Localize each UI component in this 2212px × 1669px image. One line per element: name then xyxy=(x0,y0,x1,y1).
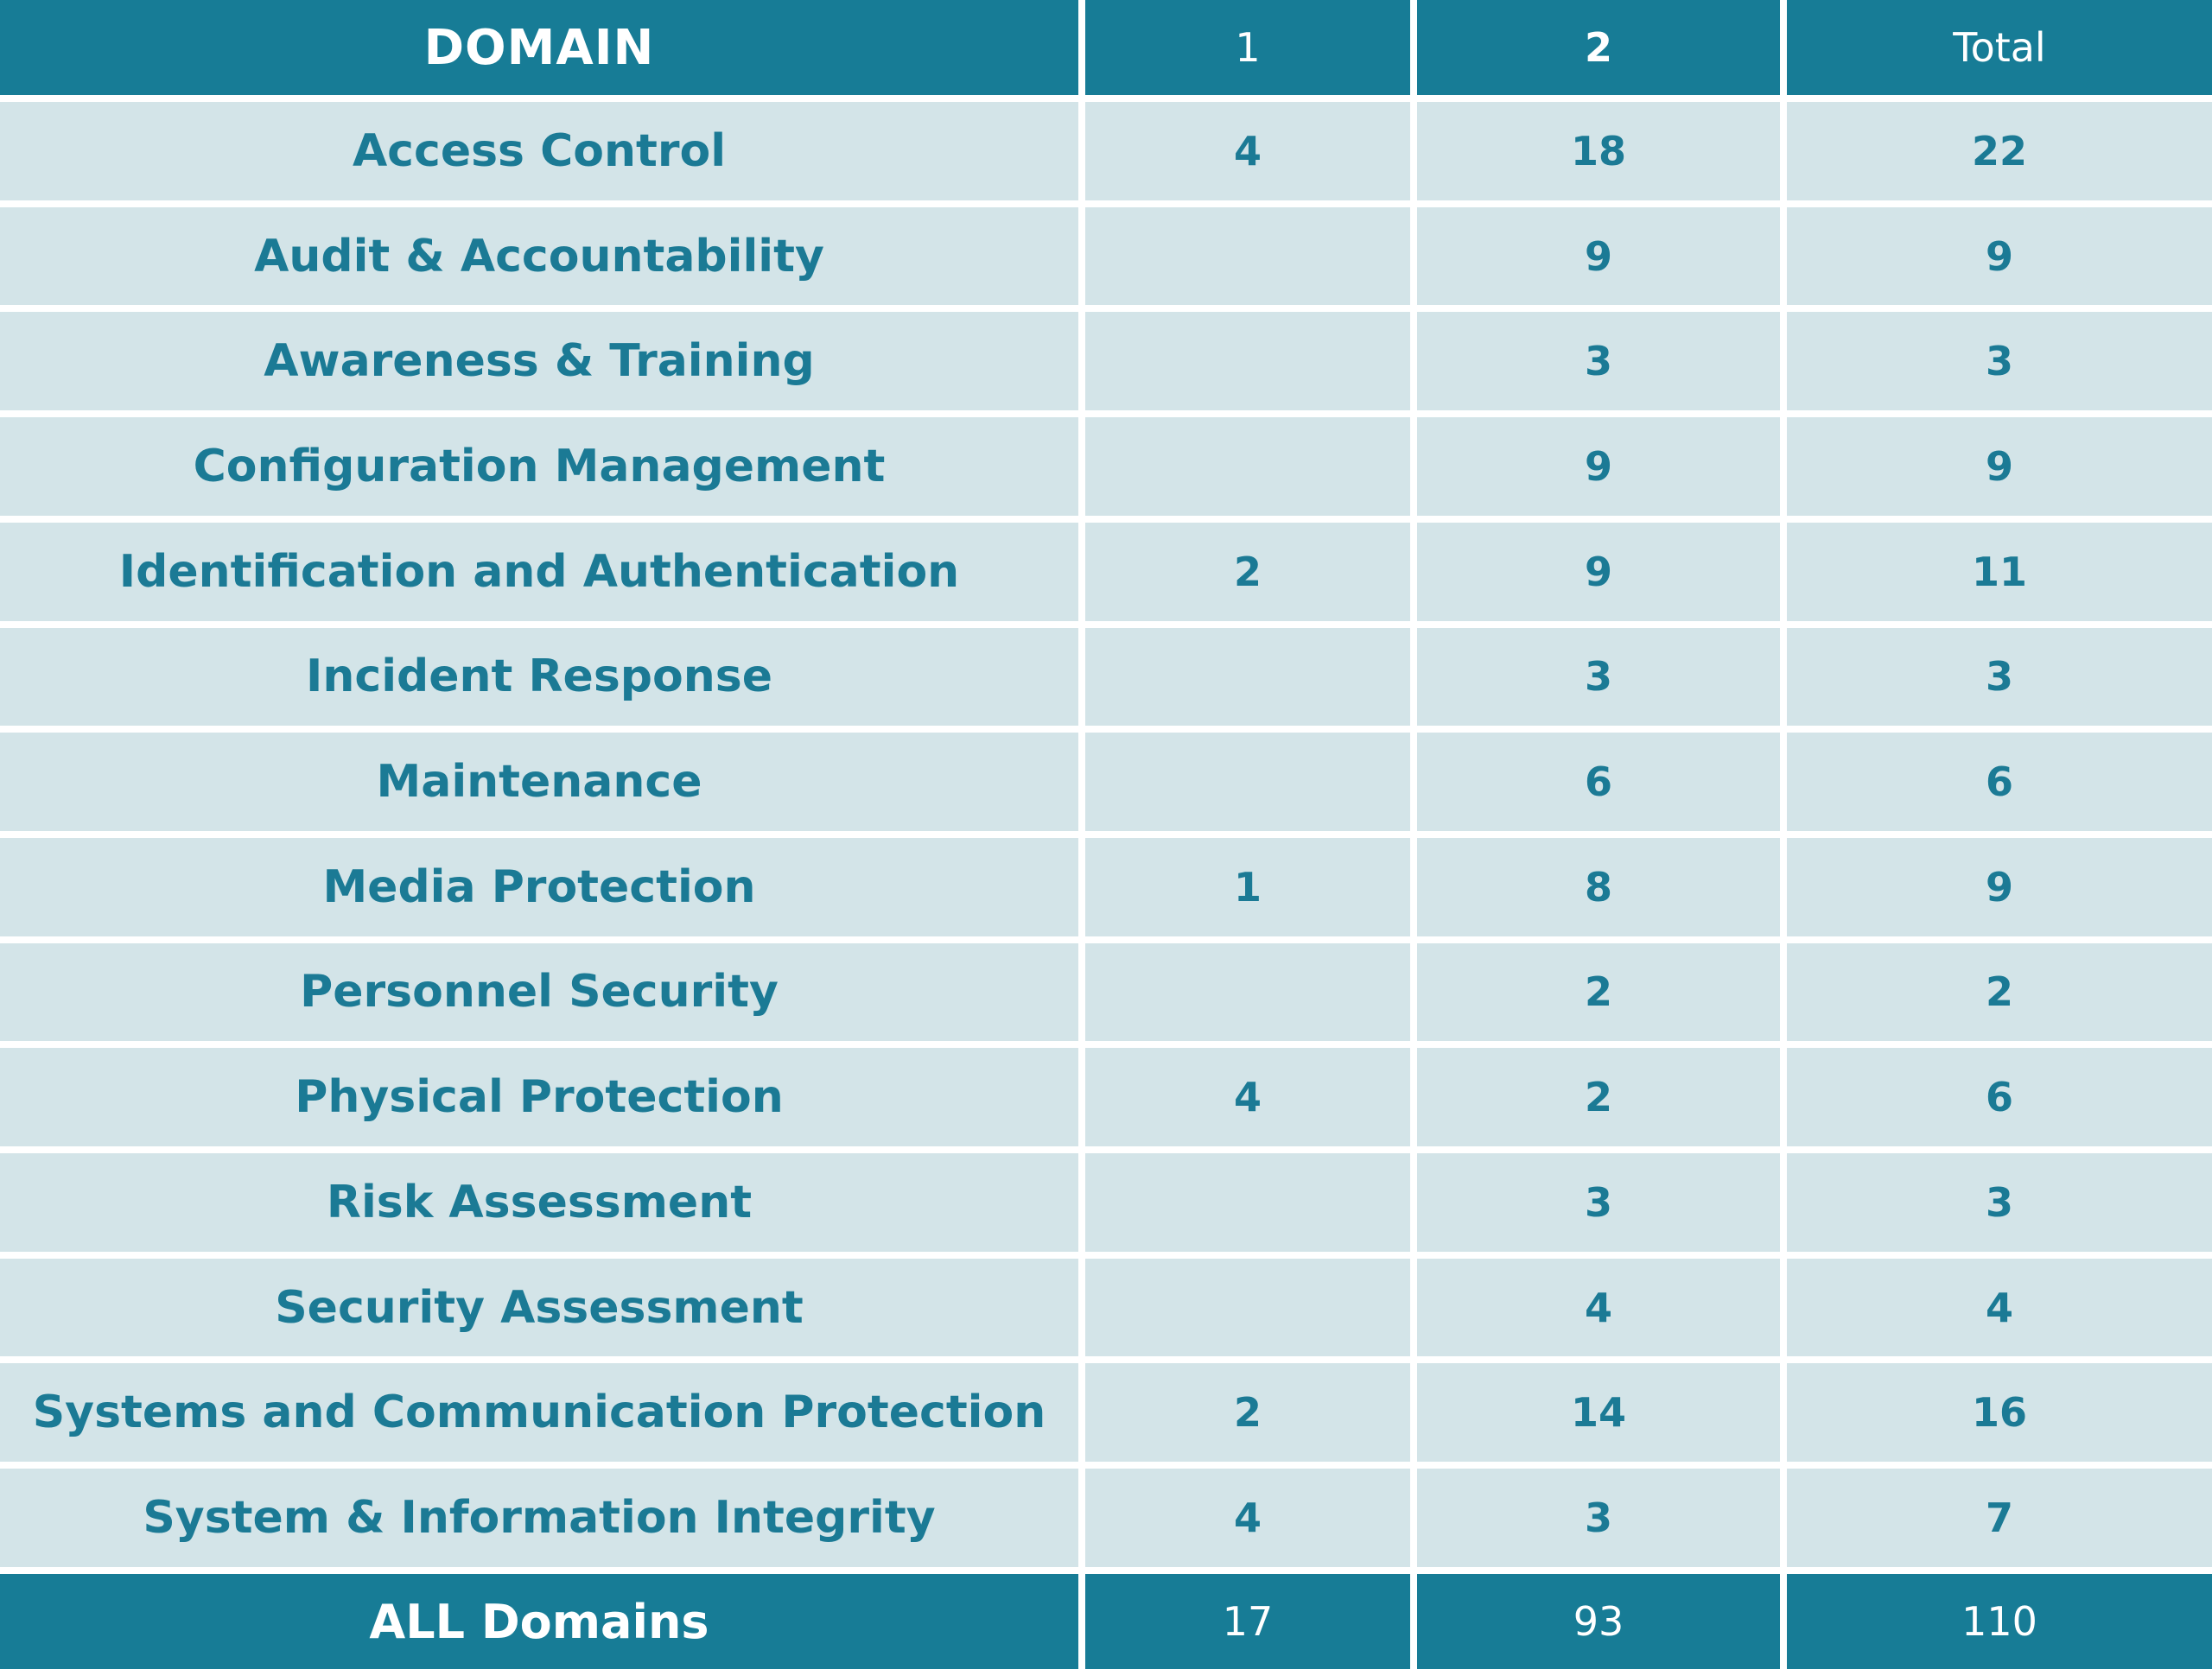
header-level-1: 1 xyxy=(1082,0,1414,98)
domain-cell: Risk Assessment xyxy=(0,1150,1082,1255)
level-2-cell: 3 xyxy=(1414,625,1783,730)
level-1-cell xyxy=(1082,729,1414,834)
level-1-cell: 4 xyxy=(1082,98,1414,204)
level-2-cell: 9 xyxy=(1414,204,1783,309)
table-row xyxy=(0,834,2212,940)
level-1-cell xyxy=(1082,204,1414,309)
domain-cell: Audit & Accountability xyxy=(0,204,1082,309)
domain-cell: Personnel Security xyxy=(0,940,1082,1045)
table-body xyxy=(0,98,2212,1571)
level-1-cell xyxy=(1082,414,1414,519)
footer-level-1: 17 xyxy=(1082,1571,1414,1669)
table-row xyxy=(0,1044,2212,1150)
table-row xyxy=(0,98,2212,204)
total-cell: 2 xyxy=(1783,940,2212,1045)
level-1-cell: 2 xyxy=(1082,1360,1414,1465)
total-cell: 3 xyxy=(1783,1150,2212,1255)
domain-cell: Incident Response xyxy=(0,625,1082,730)
domain-cell: Maintenance xyxy=(0,729,1082,834)
table-row xyxy=(0,204,2212,309)
domain-cell: Configuration Management xyxy=(0,414,1082,519)
header-total: Total xyxy=(1783,0,2212,98)
level-2-cell: 8 xyxy=(1414,834,1783,940)
level-2-cell: 2 xyxy=(1414,1044,1783,1150)
level-1-cell xyxy=(1082,1150,1414,1255)
level-1-cell: 2 xyxy=(1082,519,1414,625)
level-2-cell: 3 xyxy=(1414,1465,1783,1571)
level-2-cell: 18 xyxy=(1414,98,1783,204)
table-row xyxy=(0,1255,2212,1361)
level-1-cell xyxy=(1082,940,1414,1045)
total-cell: 4 xyxy=(1783,1255,2212,1361)
table-row xyxy=(0,414,2212,519)
total-cell: 11 xyxy=(1783,519,2212,625)
header-level-2: 2 xyxy=(1414,0,1783,98)
table-row xyxy=(0,308,2212,414)
domain-cell: Access Control xyxy=(0,98,1082,204)
domain-cell: Awareness & Training xyxy=(0,308,1082,414)
table-row xyxy=(0,940,2212,1045)
table-row xyxy=(0,1465,2212,1571)
footer-level-2: 93 xyxy=(1414,1571,1783,1669)
total-cell: 9 xyxy=(1783,834,2212,940)
header-row xyxy=(0,0,2212,98)
level-2-cell: 2 xyxy=(1414,940,1783,1045)
level-1-cell xyxy=(1082,625,1414,730)
total-cell: 16 xyxy=(1783,1360,2212,1465)
total-cell: 3 xyxy=(1783,625,2212,730)
level-2-cell: 9 xyxy=(1414,414,1783,519)
footer-row xyxy=(0,1571,2212,1669)
domain-cell: Media Protection xyxy=(0,834,1082,940)
domain-cell: Systems and Communication Protection xyxy=(0,1360,1082,1465)
level-1-cell: 1 xyxy=(1082,834,1414,940)
total-cell: 22 xyxy=(1783,98,2212,204)
table-row xyxy=(0,1360,2212,1465)
level-2-cell: 3 xyxy=(1414,308,1783,414)
total-cell: 9 xyxy=(1783,204,2212,309)
domain-cell: Identification and Authentication xyxy=(0,519,1082,625)
table-row xyxy=(0,1150,2212,1255)
table-row xyxy=(0,519,2212,625)
header-domain: DOMAIN xyxy=(0,0,1082,98)
table-row xyxy=(0,625,2212,730)
table-row xyxy=(0,729,2212,834)
domain-cell: Security Assessment xyxy=(0,1255,1082,1361)
level-2-cell: 6 xyxy=(1414,729,1783,834)
total-cell: 6 xyxy=(1783,1044,2212,1150)
total-cell: 9 xyxy=(1783,414,2212,519)
level-2-cell: 3 xyxy=(1414,1150,1783,1255)
footer-total: 110 xyxy=(1783,1571,2212,1669)
level-2-cell: 9 xyxy=(1414,519,1783,625)
level-2-cell: 14 xyxy=(1414,1360,1783,1465)
total-cell: 7 xyxy=(1783,1465,2212,1571)
domain-cell: System & Information Integrity xyxy=(0,1465,1082,1571)
total-cell: 3 xyxy=(1783,308,2212,414)
level-2-cell: 4 xyxy=(1414,1255,1783,1361)
level-1-cell xyxy=(1082,308,1414,414)
level-1-cell xyxy=(1082,1255,1414,1361)
footer-domain: ALL Domains xyxy=(0,1571,1082,1669)
level-1-cell: 4 xyxy=(1082,1465,1414,1571)
total-cell: 6 xyxy=(1783,729,2212,834)
level-1-cell: 4 xyxy=(1082,1044,1414,1150)
domain-cell: Physical Protection xyxy=(0,1044,1082,1150)
